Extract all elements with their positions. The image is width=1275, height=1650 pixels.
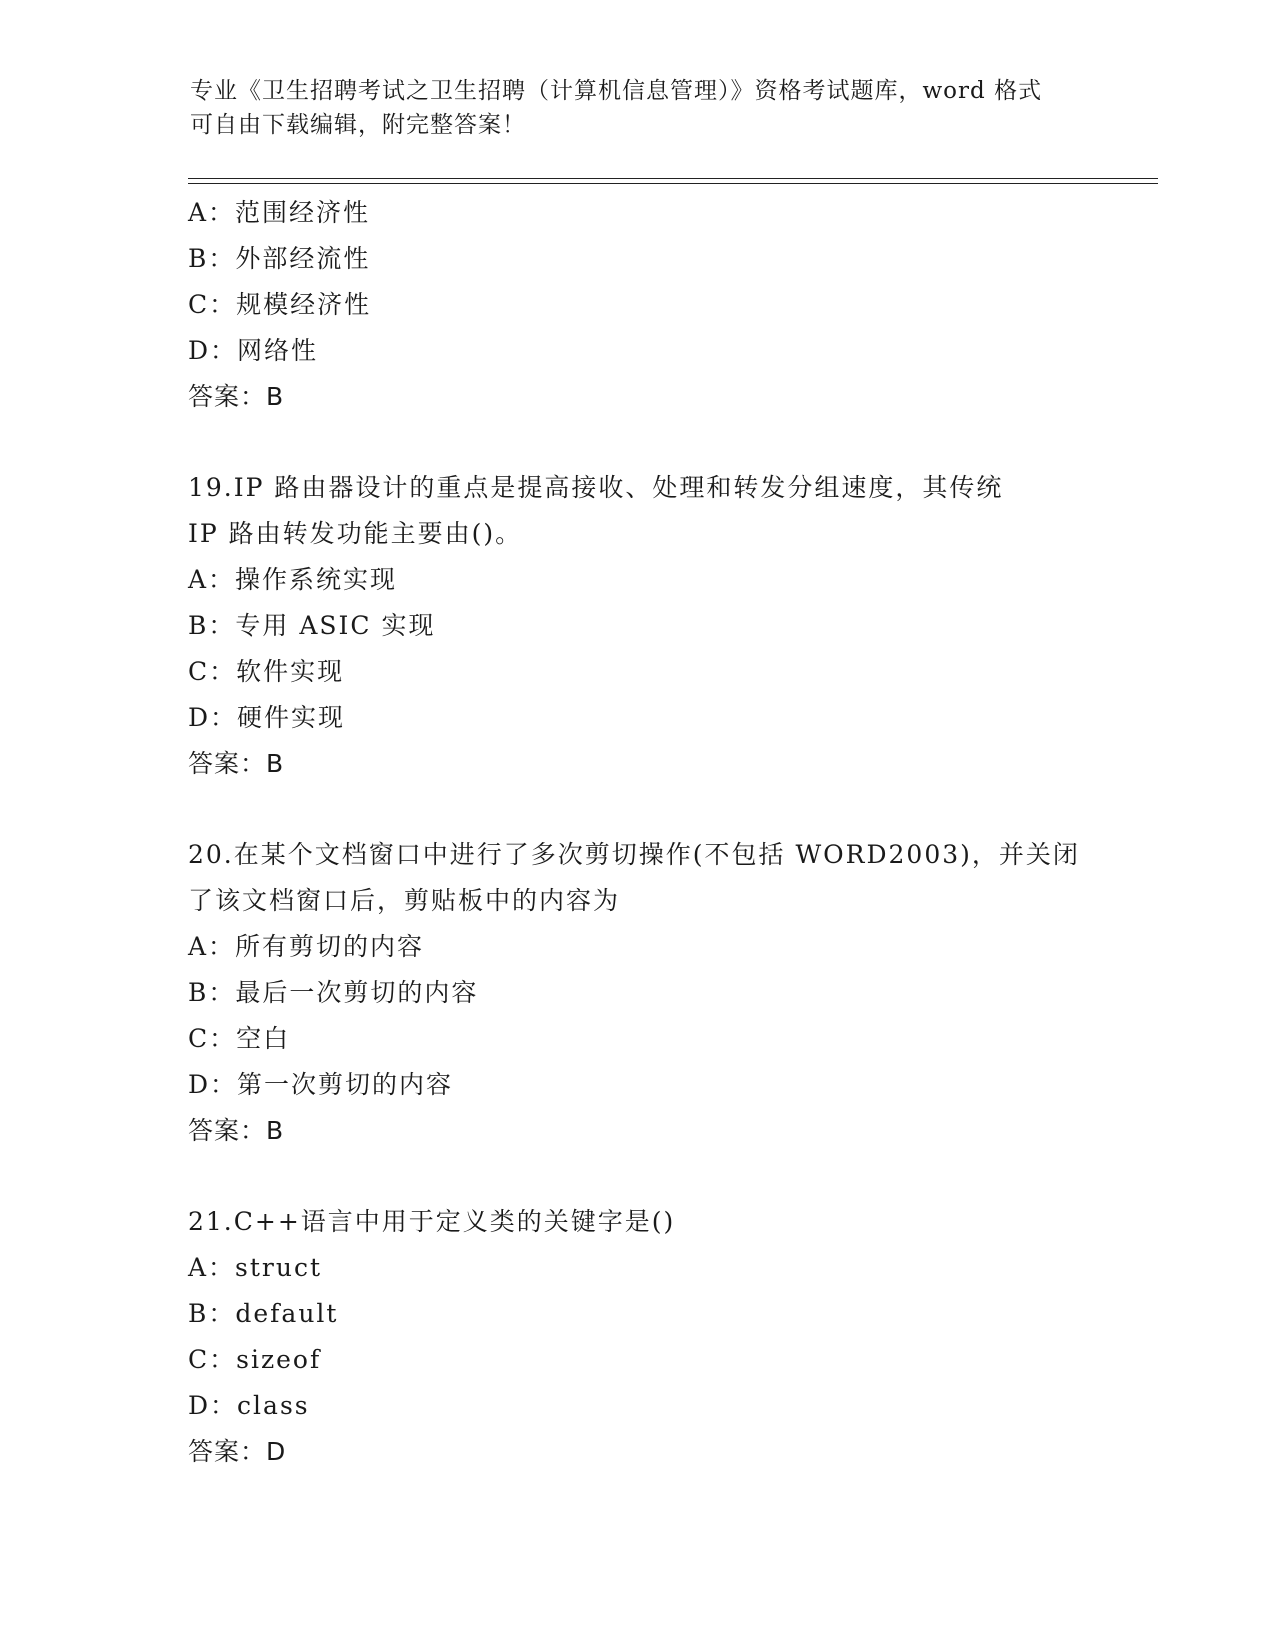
header-divider-bottom bbox=[188, 183, 1158, 184]
q21-answer: 答案：D bbox=[188, 1437, 287, 1466]
q18-option-c: C：规模经济性 bbox=[188, 290, 372, 319]
q20-option-a: A：所有剪切的内容 bbox=[188, 932, 425, 961]
q20-answer: 答案：B bbox=[188, 1116, 285, 1145]
q18-option-d: D：网络性 bbox=[188, 336, 319, 365]
q21-option-c: C：sizeof bbox=[188, 1345, 322, 1374]
q19-answer: 答案：B bbox=[188, 749, 285, 778]
header-line-2: 可自由下载编辑，附完整答案！ bbox=[190, 112, 526, 138]
header-divider-top bbox=[188, 178, 1158, 179]
document-header bbox=[190, 74, 1090, 142]
question-list bbox=[188, 190, 1148, 1475]
q18-option-a: A：范围经济性 bbox=[188, 198, 371, 227]
q19-option-b: B：专用 ASIC 实现 bbox=[188, 611, 436, 640]
header-line-1: 专业《卫生招聘考试之卫生招聘（计算机信息管理）》资格考试题库，word 格式 bbox=[190, 78, 1043, 104]
q18-option-b: B：外部经流性 bbox=[188, 244, 371, 273]
q19-text-line-2: IP 路由转发功能主要由()。 bbox=[188, 519, 523, 548]
q19-option-c: C：软件实现 bbox=[188, 657, 345, 686]
q20-text-line-1: 20.在某个文档窗口中进行了多次剪切操作(不包括 WORD2003)，并关闭 bbox=[188, 840, 1080, 869]
q19-text-line-1: 19.IP 路由器设计的重点是提高接收、处理和转发分组速度，其传统 bbox=[188, 473, 1004, 502]
question-20 bbox=[188, 832, 1148, 1154]
q20-option-b: B：最后一次剪切的内容 bbox=[188, 978, 479, 1007]
question-18 bbox=[188, 190, 1148, 420]
q21-text-line-1: 21.C++语言中用于定义类的关键字是() bbox=[188, 1207, 676, 1236]
q21-option-a: A：struct bbox=[188, 1253, 323, 1282]
q21-option-b: B：default bbox=[188, 1299, 339, 1328]
q19-option-a: A：操作系统实现 bbox=[188, 565, 398, 594]
q20-text-line-2: 了该文档窗口后，剪贴板中的内容为 bbox=[188, 886, 621, 915]
q19-option-d: D：硬件实现 bbox=[188, 703, 346, 732]
q18-answer: 答案：B bbox=[188, 382, 285, 411]
q20-option-c: C：空白 bbox=[188, 1024, 291, 1053]
question-21 bbox=[188, 1199, 1148, 1475]
q21-option-d: D：class bbox=[188, 1391, 310, 1420]
q20-option-d: D：第一次剪切的内容 bbox=[188, 1070, 454, 1099]
question-19 bbox=[188, 465, 1148, 787]
